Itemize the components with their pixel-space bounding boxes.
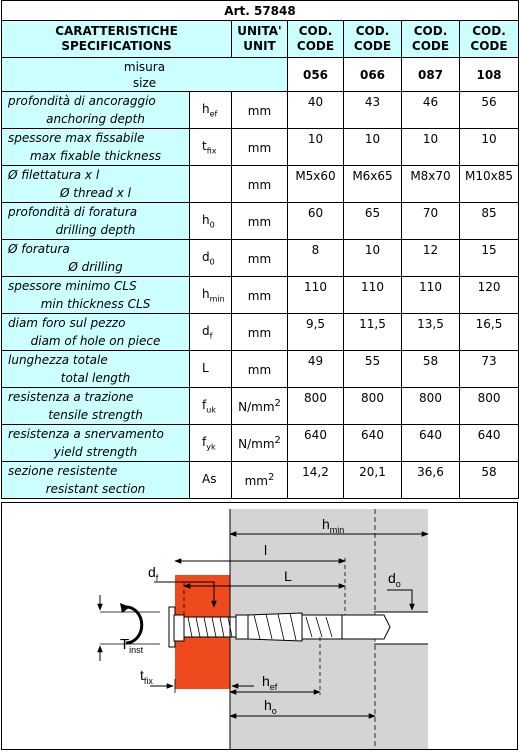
spec-unit [232,240,288,277]
spec-label-it: diam foro sul pezzo [8,316,126,330]
spec-value: 58 [402,351,460,388]
hef-label: $h_{ef}$ [262,673,278,692]
spec-unit-main: mm [247,289,272,303]
spec-row [2,425,519,462]
spec-label-en: yield strength [53,445,138,459]
unit-header-en: UNIT [243,39,276,53]
spec-label-en: Ø thread x l [60,186,131,200]
spec-value: 640 [460,425,519,462]
spec-value: M5x60 [288,166,344,203]
spec-value: 800 [288,388,344,425]
anchor-diagram-svg [2,503,517,749]
spec-value: 640 [288,425,344,462]
spec-label [2,425,190,462]
spec-label [2,240,190,277]
spec-value: 12 [402,240,460,277]
spec-value: 14,2 [288,462,344,499]
spec-value: 36,6 [402,462,460,499]
spec-symbol [190,388,232,425]
spec-symbol [190,166,232,203]
spec-value: 800 [344,388,402,425]
spec-label [2,129,190,166]
spec-label-it: resistenza a trazione [8,390,134,404]
spec-symbol-sub: ef [209,109,218,119]
spec-value: 70 [402,203,460,240]
spec-unit-main: mm [247,141,272,155]
spec-row [2,462,519,499]
spec-row [2,92,519,129]
spec-value: 58 [460,462,519,499]
spec-value: 800 [402,388,460,425]
spec-symbol-main: L [202,360,209,375]
spec-value: 9,5 [288,314,344,351]
spec-value: 110 [402,277,460,314]
spec-symbol-main: d [202,323,210,338]
spec-value: 8 [288,240,344,277]
spec-label-it: spessore max fissabile [8,131,145,145]
spec-value: M6x65 [344,166,402,203]
spec-label [2,462,190,499]
spec-value: 15 [460,240,519,277]
spec-unit [232,92,288,129]
spec-value: 110 [344,277,402,314]
spec-unit-main: mm [247,252,272,266]
spec-label-en: min thickness CLS [40,297,151,311]
spec-value: 46 [402,92,460,129]
code-header-it: COD. [472,24,506,38]
spec-symbol-sub: fix [206,146,217,156]
spec-value: 11,5 [344,314,402,351]
spec-symbol [190,203,232,240]
spec-value: 65 [344,203,402,240]
spec-value: 43 [344,92,402,129]
spec-symbol-main: h [202,212,210,227]
spec-label-it: profondità di ancoraggio [8,94,156,108]
spec-unit-main: mm [247,363,272,377]
spec-row [2,240,519,277]
code-header-en: CODE [353,39,392,53]
spec-symbol-sub: uk [206,405,216,415]
spec-value: 10 [288,129,344,166]
size-label-en: size [132,75,157,90]
spec-rows [2,92,519,499]
do-label: $d_o$ [388,570,401,589]
spec-symbol [190,92,232,129]
code-header [344,21,402,58]
characteristics-header-it: CARATTERISTICHE [55,24,178,38]
spec-value: 10 [460,129,519,166]
size-code: 087 [402,58,460,92]
code-header-it: COD. [413,24,448,38]
spec-label-it: spessore minimo CLS [8,279,137,293]
spec-symbol-main: f [202,434,207,449]
spec-label-it: resistenza a snervamento [8,427,164,441]
spec-label [2,203,190,240]
spec-row [2,388,519,425]
code-header-en: CODE [411,39,450,53]
spec-symbol-main: As [202,471,217,486]
spec-value: 85 [460,203,519,240]
spec-label-it: profondità di foratura [8,205,138,219]
spec-label-en: max fixable thickness [30,149,161,163]
spec-unit-main: mm [247,178,272,192]
tinst-label: $T_{inst}$ [120,636,144,655]
spec-symbol [190,129,232,166]
characteristics-header-en: SPECIFICATIONS [61,39,172,53]
spec-label-en: diam of hole on piece [30,334,161,348]
code-header [460,21,519,58]
code-header [402,21,460,58]
spec-label-it: Ø foratura [8,242,70,256]
spec-value: 40 [288,92,344,129]
spec-symbol-sub: 0 [209,257,215,267]
spec-value: 73 [460,351,519,388]
spec-unit-sup: 2 [268,472,275,483]
spec-value: 640 [402,425,460,462]
spec-value: 20,1 [344,462,402,499]
spec-symbol-sub: yk [206,442,216,452]
spec-value: 13,5 [402,314,460,351]
spec-symbol-sub: f [209,331,213,341]
spec-unit [232,314,288,351]
spec-value: 120 [460,277,519,314]
spec-row [2,129,519,166]
spec-label-en: drilling depth [55,223,136,237]
spec-row [2,277,519,314]
spec-symbol [190,351,232,388]
spec-value: 10 [402,129,460,166]
spec-label-it: sezione resistente [8,464,118,478]
spec-value: 640 [344,425,402,462]
spec-symbol-main: d [202,249,210,264]
spec-label-en: anchoring depth [46,112,145,126]
size-label [2,58,288,92]
title-row [2,1,519,21]
spec-label [2,166,190,203]
spec-unit-main: mm [247,215,272,229]
spec-row [2,314,519,351]
code-header [288,21,344,58]
spec-value: 16,5 [460,314,519,351]
spec-label [2,351,190,388]
spec-row [2,351,519,388]
installation-diagram [1,502,518,750]
size-label-it: misura [123,59,166,74]
spec-symbol [190,425,232,462]
size-code: 056 [288,58,344,92]
spec-label-it: lunghezza totale [8,353,108,367]
article-title: Art. 57848 [2,1,519,21]
spec-value: 10 [344,240,402,277]
spec-label-en: tensile strength [48,408,143,422]
spec-symbol [190,277,232,314]
spec-symbol [190,240,232,277]
spec-unit [232,203,288,240]
df-label: $d_f$ [148,564,159,583]
spec-table [1,0,519,499]
code-header-en: CODE [470,39,508,53]
spec-label-it: Ø filettatura x l [8,168,100,182]
size-code: 108 [460,58,519,92]
spec-unit-main: mm [247,104,272,118]
spec-unit [232,129,288,166]
code-header-it: COD. [298,24,333,38]
spec-unit-main: N/mm [238,437,275,451]
unit-header-it: UNITA' [237,24,282,38]
code-header-en: CODE [296,39,335,53]
code-header-it: COD. [355,24,390,38]
spec-unit [232,388,288,425]
ho-label: $h_o$ [264,697,277,716]
spec-symbol-main: h [202,286,210,301]
spec-unit [232,166,288,203]
header-row [2,21,519,58]
spec-row [2,166,519,203]
spec-label [2,92,190,129]
hmin-label: $h_{min}$ [322,516,345,535]
spec-label-en: Ø drilling [68,260,123,274]
unit-header [232,21,288,58]
spec-value: 10 [344,129,402,166]
size-code: 066 [344,58,402,92]
spec-symbol-sub: 0 [209,220,215,230]
spec-unit [232,462,288,499]
spec-unit-main: mm [244,474,268,488]
spec-symbol-main: h [202,101,210,116]
spec-unit-main: N/mm [238,400,275,414]
L-label: L [284,568,292,584]
spec-unit-sup: 2 [274,435,281,446]
spec-value: 49 [288,351,344,388]
spec-label-en: resistant section [45,482,146,496]
spec-label [2,277,190,314]
spec-symbol [190,314,232,351]
characteristics-header [2,21,232,58]
spec-value: M8x70 [402,166,460,203]
spec-unit [232,351,288,388]
spec-value: 110 [288,277,344,314]
spec-row [2,203,519,240]
l-label: l [264,542,268,558]
spec-label [2,314,190,351]
spec-value: 800 [460,388,519,425]
spec-unit-main: mm [247,326,272,340]
spec-label-en: total length [60,371,131,385]
tfix-label: $t_{fix}$ [140,667,153,686]
spec-value: M10x85 [460,166,519,203]
spec-value: 56 [460,92,519,129]
spec-unit [232,425,288,462]
spec-symbol-main: t [202,138,207,153]
size-row [2,58,519,92]
spec-symbol-main: f [202,397,207,412]
spec-value: 55 [344,351,402,388]
spec-symbol-sub: min [209,294,225,304]
spec-value: 60 [288,203,344,240]
spec-label [2,388,190,425]
spec-unit [232,277,288,314]
spec-symbol [190,462,232,499]
spec-unit-sup: 2 [274,398,281,409]
